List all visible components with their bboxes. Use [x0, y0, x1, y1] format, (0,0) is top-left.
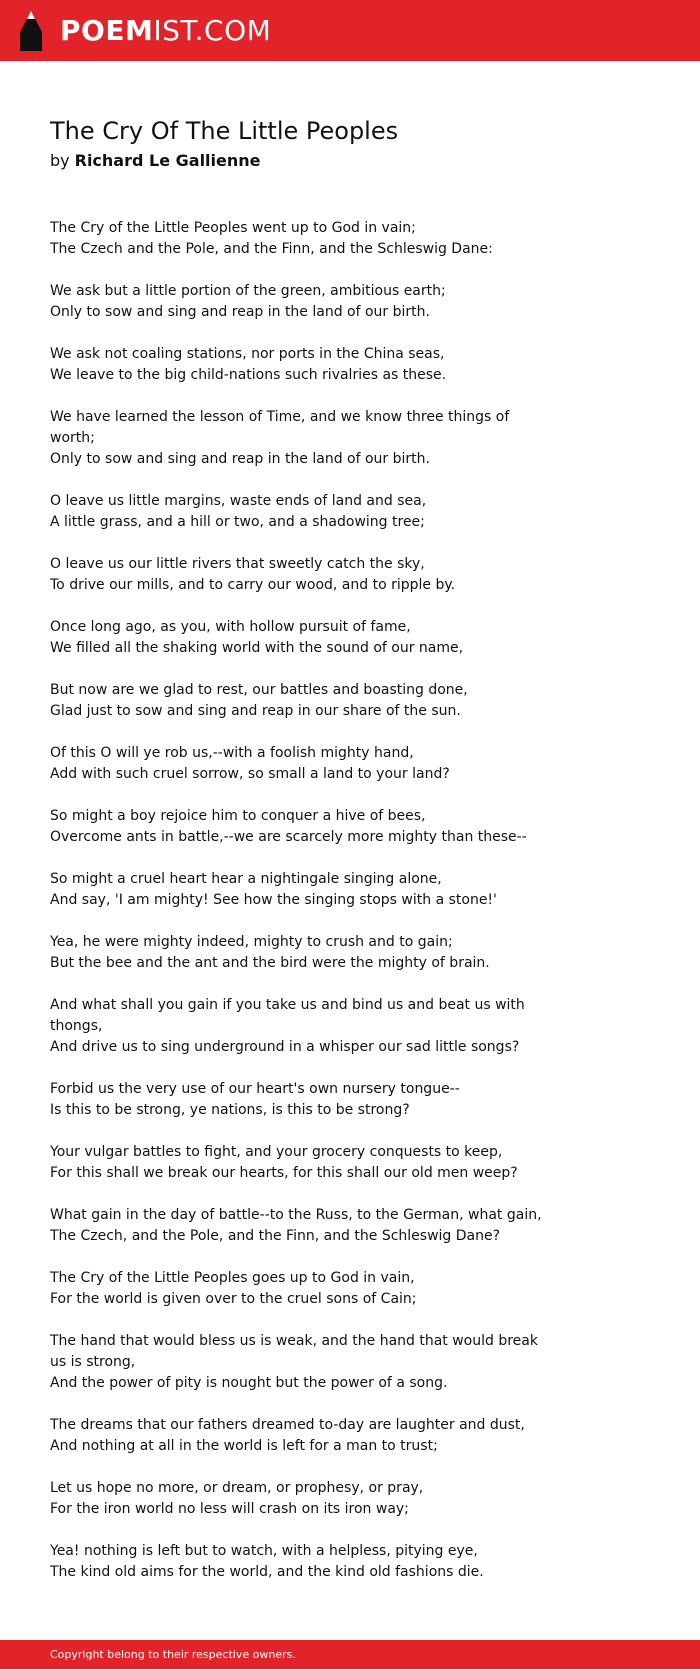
author-link[interactable]: Richard Le Gallienne	[74, 151, 261, 170]
logo-light-text: IST.COM	[153, 14, 272, 47]
site-logo-text	[60, 14, 272, 47]
poem-line: Yea! nothing is left but to watch, with a helpless, pitying eye,	[50, 1543, 478, 1559]
poem-line: We ask not coaling stations, nor ports in the China seas,	[50, 346, 445, 362]
footer-bar	[0, 1640, 700, 1669]
stanza	[50, 806, 550, 848]
poem-line: We leave to the big child-nations such rivalries as these.	[50, 367, 447, 383]
byline	[50, 151, 650, 171]
poem-line: Of this O will ye rob us,--with a foolish mighty hand,	[50, 745, 414, 761]
poem-line: So might a boy rejoice him to conquer a hive of bees,	[50, 808, 426, 824]
poem-line: We filled all the shaking world with the sound of our name,	[50, 640, 464, 656]
stanza	[50, 1205, 550, 1247]
stanza	[50, 995, 550, 1058]
poem-line: A little grass, and a hill or two, and a shadowing tree;	[50, 514, 425, 530]
poem-line: And say, 'I am mighty! See how the singing stops with a stone!'	[50, 892, 497, 908]
poem-line: Only to sow and sing and reap in the land of our birth.	[50, 304, 430, 320]
poem-line: The Czech, and the Pole, and the Finn, and the Schleswig Dane?	[50, 1228, 501, 1244]
stanza	[50, 491, 550, 533]
poem-line: To drive our mills, and to carry our wood, and to ripple by.	[50, 577, 456, 593]
stanza	[50, 1541, 550, 1583]
poem-line: And drive us to sing underground in a whisper our sad little songs?	[50, 1039, 520, 1055]
poem-line: And the power of pity is nought but the power of a song.	[50, 1375, 448, 1391]
poem-line: Forbid us the very use of our heart's own nursery tongue--	[50, 1081, 460, 1097]
poem-body	[50, 218, 550, 1604]
stanza	[50, 617, 550, 659]
poem-line: So might a cruel heart hear a nightingale singing alone,	[50, 871, 442, 887]
stanza	[50, 218, 550, 260]
poem-line: For the world is given over to the cruel sons of Cain;	[50, 1291, 417, 1307]
poem-line: And what shall you gain if you take us and bind us and beat us with thongs,	[50, 997, 525, 1034]
poem-line: We ask but a little portion of the green, ambitious earth;	[50, 283, 446, 299]
poem-line: Only to sow and sing and reap in the land of our birth.	[50, 451, 430, 467]
poem-line: Is this to be strong, ye nations, is this to be strong?	[50, 1102, 410, 1118]
stanza	[50, 554, 550, 596]
stanza	[50, 344, 550, 386]
stanza	[50, 1478, 550, 1520]
stanza	[50, 1268, 550, 1310]
top-bar	[0, 0, 700, 61]
poem-line: The Czech and the Pole, and the Finn, and the Schleswig Dane:	[50, 241, 493, 257]
stanza	[50, 680, 550, 722]
poem-line: The Cry of the Little Peoples went up to God in vain;	[50, 220, 416, 236]
stanza	[50, 1415, 550, 1457]
pencil-icon	[18, 10, 44, 52]
poem-line: O leave us little margins, waste ends of land and sea,	[50, 493, 427, 509]
poem-line: The kind old aims for the world, and the kind old fashions die.	[50, 1564, 484, 1580]
stanza	[50, 1331, 550, 1394]
poem-line: The Cry of the Little Peoples goes up to God in vain,	[50, 1270, 415, 1286]
stanza	[50, 1142, 550, 1184]
logo-bold-text: POEM	[60, 14, 154, 47]
poem-line: The dreams that our fathers dreamed to-day are laughter and dust,	[50, 1417, 525, 1433]
poem-header	[50, 115, 650, 171]
stanza	[50, 869, 550, 911]
poem-line: Let us hope no more, or dream, or prophesy, or pray,	[50, 1480, 424, 1496]
poem-line: Glad just to sow and sing and reap in our share of the sun.	[50, 703, 461, 719]
poem-line: But now are we glad to rest, our battles and boasting done,	[50, 682, 468, 698]
site-logo[interactable]	[18, 10, 271, 52]
stanza	[50, 407, 550, 470]
poem-line: What gain in the day of battle--to the Russ, to the German, what gain,	[50, 1207, 542, 1223]
stanza	[50, 1079, 550, 1121]
by-label: by	[50, 151, 70, 170]
stanza	[50, 932, 550, 974]
poem-line: Once long ago, as you, with hollow pursuit of fame,	[50, 619, 411, 635]
stanza	[50, 743, 550, 785]
poem-line: And nothing at all in the world is left for a man to trust;	[50, 1438, 438, 1454]
poem-line: The hand that would bless us is weak, and the hand that would break us is strong,	[50, 1333, 538, 1370]
poem-line: For this shall we break our hearts, for this shall our old men weep?	[50, 1165, 518, 1181]
poem-line: But the bee and the ant and the bird were the mighty of brain.	[50, 955, 490, 971]
poem-line: Add with such cruel sorrow, so small a land to your land?	[50, 766, 450, 782]
poem-line: We have learned the lesson of Time, and we know three things of worth;	[50, 409, 510, 446]
poem-line: O leave us our little rivers that sweetly catch the sky,	[50, 556, 425, 572]
poem-line: For the iron world no less will crash on its iron way;	[50, 1501, 409, 1517]
poem-line: Overcome ants in battle,--we are scarcely more mighty than these--	[50, 829, 527, 845]
poem-line: Your vulgar battles to fight, and your grocery conquests to keep,	[50, 1144, 503, 1160]
poem-line: Yea, he were mighty indeed, mighty to crush and to gain;	[50, 934, 453, 950]
copyright-notice: Copyright belong to their respective owners.	[50, 1648, 296, 1661]
stanza	[50, 281, 550, 323]
poem-title: The Cry Of The Little Peoples	[50, 117, 399, 145]
